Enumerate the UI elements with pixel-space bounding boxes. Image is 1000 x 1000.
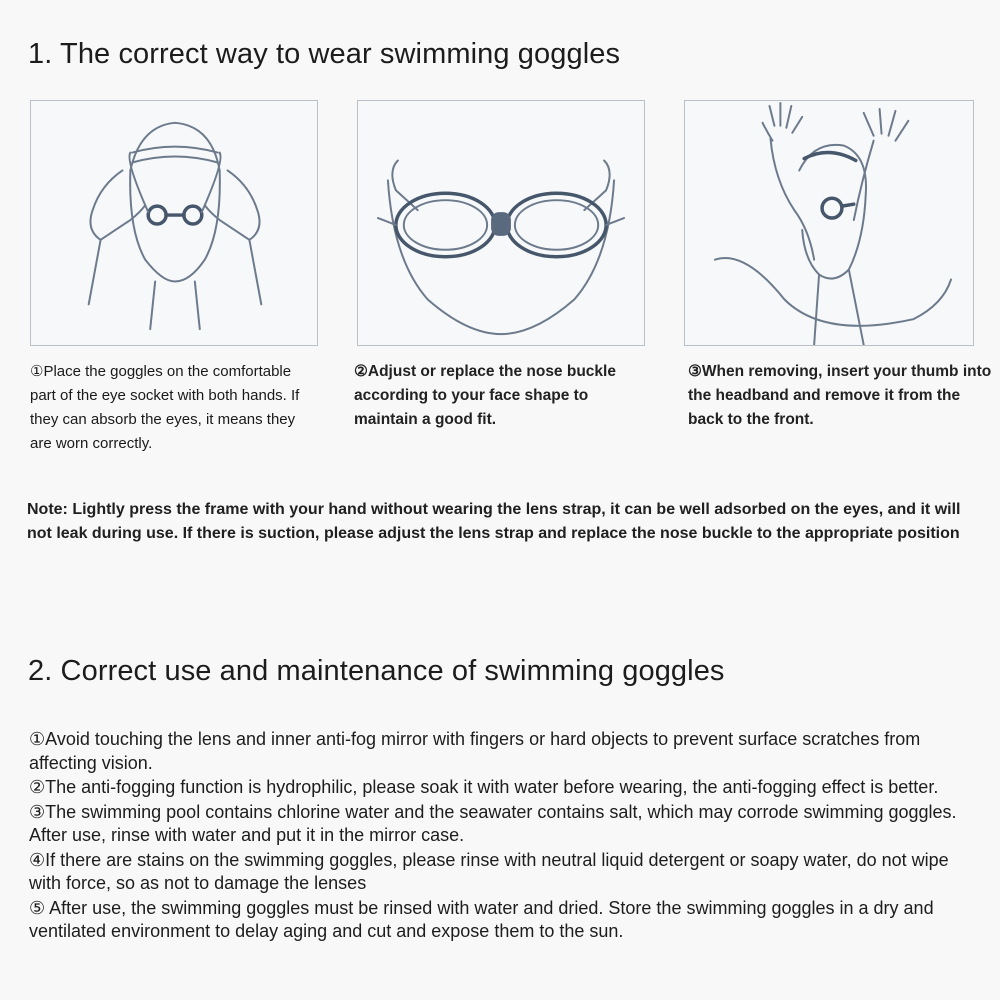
nose-buckle-drawing [358, 101, 644, 345]
wearing-goggles-drawing [31, 101, 317, 345]
step-2-text: ②Adjust or replace the nose buckle according to your face shape to maintain a good fit. [354, 363, 616, 428]
list-item: ⑤ After use, the swimming goggles must be rinsed with water and dried. Store the swimming goggles in a dry and ventilated environment to delay aging and cut and expose them to the sun. [29, 897, 934, 941]
list-item: ①Avoid touching the lens and inner anti-fog mirror with fingers or hard objects to prevent surface scratches from affecting vision. [29, 729, 921, 773]
note-text: Note: Lightly press the frame with your hand without wearing the lens strap, it can be well adsorbed on the eyes, and it will not leak during use. If there is suction, please adjust the lens strap and replace the nose buckle to the appropriate position [27, 501, 961, 542]
illustration-wearing-goggles [30, 100, 318, 346]
removing-goggles-drawing [685, 101, 973, 345]
list-item: ②The anti-fogging function is hydrophilic, please soak it with water before wearing, the anti-fogging effect is better. [29, 777, 939, 797]
illustration-removing-goggles [684, 100, 974, 346]
section-1-title: 1. The correct way to wear swimming goggles [28, 38, 621, 70]
section-2-title: 2. Correct use and maintenance of swimming goggles [28, 655, 725, 687]
step-3-text: ③When removing, insert your thumb into the headband and remove it from the back to the front. [688, 363, 992, 428]
list-item: ④If there are stains on the swimming goggles, please rinse with neutral liquid detergent or soapy water, do not wipe with force, so as not to damage the lenses [29, 849, 949, 893]
maintenance-list [29, 728, 979, 945]
list-item: ③The swimming pool contains chlorine water and the seawater contains salt, which may corrode swimming goggles. After use, rinse with water and put it in the mirror case. [29, 801, 957, 845]
illustration-nose-buckle [357, 100, 645, 346]
step-1-text: ①Place the goggles on the comfortable part of the eye socket with both hands. If they can absorb the eyes, it means they are worn correctly. [30, 363, 300, 452]
